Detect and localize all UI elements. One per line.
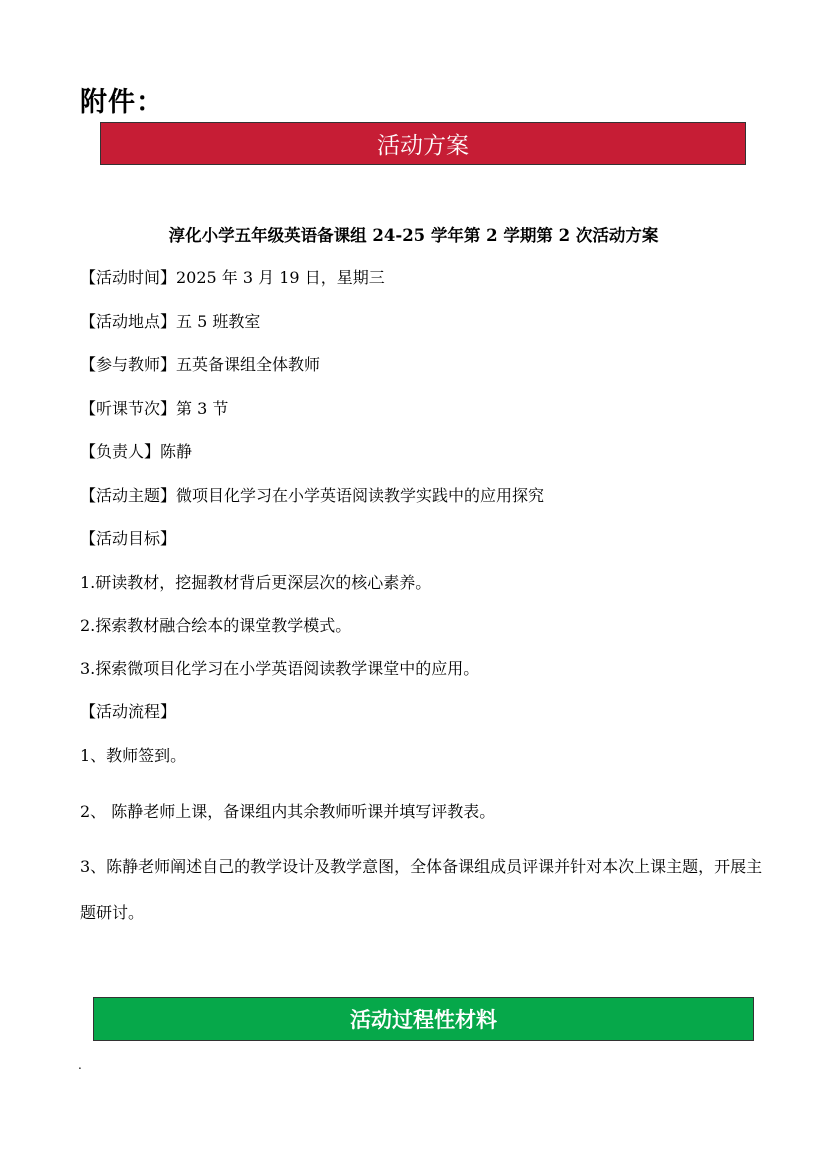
activity-time: 【活动时间】2025 年 3 月 19 日，星期三 — [80, 268, 385, 287]
activity-participants: 【参与教师】五英备课组全体教师 — [80, 355, 321, 374]
materials-banner — [93, 997, 754, 1041]
document-title: 淳化小学五年级英语备课组 24-25 学年第 2 学期第 2 次活动方案 — [168, 226, 659, 245]
process-heading: 【活动流程】 — [80, 702, 177, 721]
materials-banner-text: 活动过程性材料 — [350, 1008, 497, 1032]
trailing-mark: . — [78, 1058, 82, 1072]
goal-item: 3.探索微项目化学习在小学英语阅读教学课堂中的应用。 — [80, 659, 480, 678]
plan-banner-text: 活动方案 — [377, 133, 469, 159]
goals-heading: 【活动目标】 — [80, 529, 177, 548]
activity-location: 【活动地点】五 5 班教室 — [80, 312, 261, 331]
goal-item: 2.探索教材融合绘本的课堂教学模式。 — [80, 616, 352, 635]
goal-item: 1.研读教材，挖掘教材背后更深层次的核心素养。 — [80, 573, 432, 592]
process-item: 2、 陈静老师上课，备课组内其余教师听课并填写评教表。 — [80, 802, 496, 821]
process-item: 3、陈静老师阐述自己的教学设计及教学意图，全体备课组成员评课并针对本次上课主题，开展主题研讨。 — [80, 857, 763, 922]
attachment-label: 附件： — [80, 87, 164, 118]
process-item: 1、教师签到。 — [80, 746, 187, 765]
activity-leader: 【负责人】陈静 — [80, 442, 193, 461]
plan-banner — [100, 122, 746, 165]
activity-period: 【听课节次】第 3 节 — [80, 399, 229, 418]
activity-theme: 【活动主题】微项目化学习在小学英语阅读教学实践中的应用探究 — [80, 486, 545, 505]
